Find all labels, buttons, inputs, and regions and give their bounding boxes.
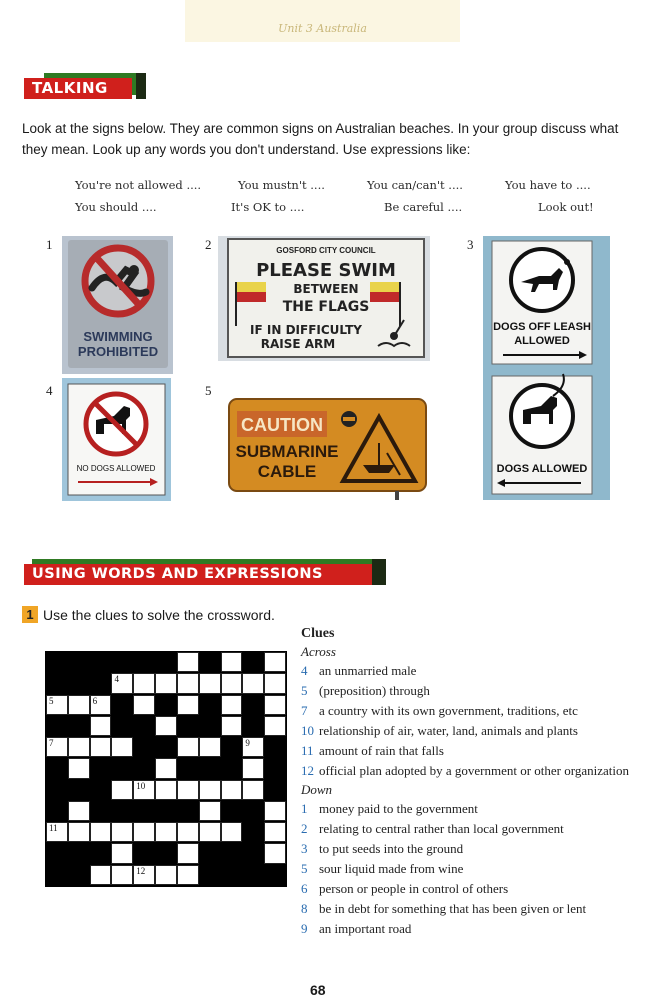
- crossword-cell[interactable]: [177, 865, 199, 885]
- crossword-cell[interactable]: [221, 673, 243, 693]
- crossword-cell[interactable]: [199, 780, 221, 800]
- crossword-cell[interactable]: [68, 758, 90, 778]
- crossword-cell[interactable]: [90, 716, 112, 736]
- crossword-cell[interactable]: [264, 695, 286, 715]
- expression: You should ....: [75, 200, 157, 214]
- crossword-cell[interactable]: [90, 865, 112, 885]
- unit-header: [185, 0, 460, 42]
- crossword-cell[interactable]: [68, 801, 90, 821]
- crossword-number: 11: [49, 823, 58, 834]
- no-dogs-sign: [62, 378, 171, 501]
- crossword-cell[interactable]: [133, 695, 155, 715]
- crossword-cell[interactable]: [221, 695, 243, 715]
- swim-between-flags-sign: [218, 236, 430, 361]
- sign-number: 4: [46, 383, 53, 398]
- talking-banner: [24, 73, 144, 99]
- crossword-cell[interactable]: [68, 695, 90, 715]
- crossword-cell[interactable]: [221, 716, 243, 736]
- swimming-prohibited-sign: [62, 236, 173, 374]
- crossword-cell[interactable]: [242, 758, 264, 778]
- clue-across: 4 an unmarried male: [301, 663, 417, 678]
- clue-across: 7 a country with its own government, traditions, etc: [301, 703, 578, 718]
- crossword-cell[interactable]: [199, 673, 221, 693]
- submarine-cable-sign: [225, 395, 430, 500]
- expression: Look out!: [538, 200, 594, 214]
- task-instruction: [22, 606, 275, 623]
- sign-number: 1: [46, 237, 53, 252]
- crossword-number: 12: [136, 865, 146, 876]
- crossword-cell[interactable]: [155, 822, 177, 842]
- expression: You're not allowed ....: [75, 178, 202, 192]
- clue-across: 12 official plan adopted by a government or other organization: [301, 763, 629, 778]
- crossword-cell[interactable]: [133, 822, 155, 842]
- crossword-cell[interactable]: [155, 758, 177, 778]
- crossword-cell[interactable]: [264, 822, 286, 842]
- sign2-line1: PLEASE SWIM: [256, 260, 396, 281]
- crossword-cell[interactable]: [155, 716, 177, 736]
- words-banner-text: USING WORDS AND EXPRESSIONS: [24, 564, 372, 585]
- sign2-line2: BETWEEN: [293, 282, 359, 296]
- crossword-cell[interactable]: [264, 652, 286, 672]
- crossword-cell[interactable]: [111, 780, 133, 800]
- crossword-cell[interactable]: [177, 780, 199, 800]
- down-label: Down: [301, 782, 333, 797]
- clue-across: 5 (preposition) through: [301, 683, 430, 698]
- crossword-cell[interactable]: [264, 843, 286, 863]
- crossword-number: 10: [136, 780, 146, 791]
- clue-down: 3 to put seeds into the ground: [301, 841, 464, 856]
- crossword-cell[interactable]: [242, 737, 264, 757]
- crossword-cell[interactable]: [90, 695, 112, 715]
- crossword-cell[interactable]: [199, 737, 221, 757]
- words-banner: [24, 559, 389, 585]
- talking-banner-text: TALKING: [24, 78, 132, 99]
- sign2-line3: THE FLAGS: [282, 299, 370, 315]
- expression: You mustn't ....: [238, 178, 325, 192]
- clues-title: Clues: [301, 626, 335, 641]
- sign5-line1: CAUTION: [241, 415, 323, 435]
- across-label: Across: [301, 644, 336, 659]
- sign2-line5: RAISE ARM: [260, 337, 336, 351]
- dogs-signs-pair: [483, 236, 610, 500]
- crossword-cell[interactable]: [264, 801, 286, 821]
- crossword-grid: [45, 651, 287, 887]
- crossword-number: 4: [114, 674, 119, 685]
- clue-down: 8 be in debt for something that has been given or lent: [301, 901, 587, 916]
- expression: You have to ....: [505, 178, 591, 192]
- crossword-cell[interactable]: [46, 822, 68, 842]
- sign5-line2: SUBMARINE: [235, 442, 339, 461]
- crossword-cell[interactable]: [177, 822, 199, 842]
- sign5-line3: CABLE: [257, 462, 317, 481]
- swim-flags-image: [218, 236, 430, 361]
- crossword-number: 7: [49, 738, 54, 749]
- crossword-cell[interactable]: [90, 737, 112, 757]
- clue-down: 6 person or people in control of others: [301, 881, 509, 896]
- crossword-number: 9: [245, 738, 250, 749]
- unit-title: Unit 3 Australia: [278, 22, 367, 35]
- crossword-cell[interactable]: [177, 695, 199, 715]
- expression: You can/can't ....: [367, 178, 463, 192]
- crossword-cell[interactable]: [111, 737, 133, 757]
- sign2-line4: IF IN DIFFICULTY: [250, 323, 362, 337]
- crossword-cell[interactable]: [133, 673, 155, 693]
- crossword-cell[interactable]: [68, 737, 90, 757]
- sign1-line1: SWIMMING: [83, 329, 153, 344]
- sign2-council: GOSFORD CITY COUNCIL: [276, 246, 376, 255]
- crossword-cell[interactable]: [155, 780, 177, 800]
- clue-across: 11 amount of rain that falls: [301, 743, 444, 758]
- crossword-cell[interactable]: [155, 673, 177, 693]
- clue-across: 10 relationship of air, water, land, animals and plants: [301, 723, 578, 738]
- crossword-cell[interactable]: [199, 801, 221, 821]
- task-number-badge: 1: [22, 606, 38, 623]
- dogs-signs-image: [483, 236, 610, 500]
- clue-down: 9 an important road: [301, 921, 412, 936]
- crossword-cell[interactable]: [68, 822, 90, 842]
- expression: Be careful ....: [384, 200, 463, 214]
- no-dogs-image: [62, 378, 171, 501]
- sign3a-line1: DOGS OFF LEASH: [493, 321, 591, 333]
- crossword-cell[interactable]: [221, 822, 243, 842]
- clue-down: 1 money paid to the government: [301, 801, 478, 816]
- crossword-cell[interactable]: [177, 737, 199, 757]
- crossword-cell[interactable]: [242, 673, 264, 693]
- crossword-cell[interactable]: [111, 822, 133, 842]
- sign-number: 3: [467, 237, 474, 252]
- crossword-cell[interactable]: [133, 780, 155, 800]
- clues-panel: [301, 626, 641, 939]
- crossword-cell[interactable]: [46, 737, 68, 757]
- crossword-cell[interactable]: [264, 716, 286, 736]
- task-text: Use the clues to solve the crossword.: [43, 606, 275, 623]
- crossword-cell[interactable]: [264, 673, 286, 693]
- talking-instructions: Look at the signs below. They are common signs on Australian beaches. In your group discuss what they mean. Look up any words you don't understand. Use expressions like:: [22, 121, 619, 157]
- crossword-cell[interactable]: [177, 673, 199, 693]
- crossword-cell[interactable]: [133, 865, 155, 885]
- crossword-cell[interactable]: [221, 780, 243, 800]
- crossword-cell[interactable]: [177, 843, 199, 863]
- crossword-cell[interactable]: [111, 673, 133, 693]
- sign3b-line1: DOGS ALLOWED: [496, 463, 588, 475]
- sign4-line1: NO DOGS ALLOWED: [76, 464, 156, 473]
- crossword-number: 6: [92, 695, 98, 706]
- clue-down: 2 relating to central rather than local government: [301, 821, 564, 836]
- crossword-number: 5: [49, 695, 54, 706]
- crossword-cell[interactable]: [242, 780, 264, 800]
- crossword-cell[interactable]: [221, 652, 243, 672]
- crossword-cell[interactable]: [177, 652, 199, 672]
- crossword-cell[interactable]: [155, 865, 177, 885]
- submarine-cable-image: [225, 395, 430, 500]
- crossword-cell[interactable]: [111, 865, 133, 885]
- swimming-prohibited-image: [62, 236, 173, 374]
- crossword-cell[interactable]: [90, 822, 112, 842]
- sign1-line2: PROHIBITED: [77, 344, 159, 359]
- sign3a-line2: ALLOWED: [514, 335, 570, 347]
- sign-number: 5: [205, 383, 212, 398]
- crossword-cell[interactable]: [46, 695, 68, 715]
- crossword-cell[interactable]: [199, 822, 221, 842]
- expression: It's OK to ....: [231, 200, 305, 214]
- clue-down: 5 sour liquid made from wine: [301, 861, 464, 876]
- crossword-cell[interactable]: [111, 843, 133, 863]
- sign-number: 2: [205, 237, 212, 252]
- page-number: 68: [310, 982, 326, 998]
